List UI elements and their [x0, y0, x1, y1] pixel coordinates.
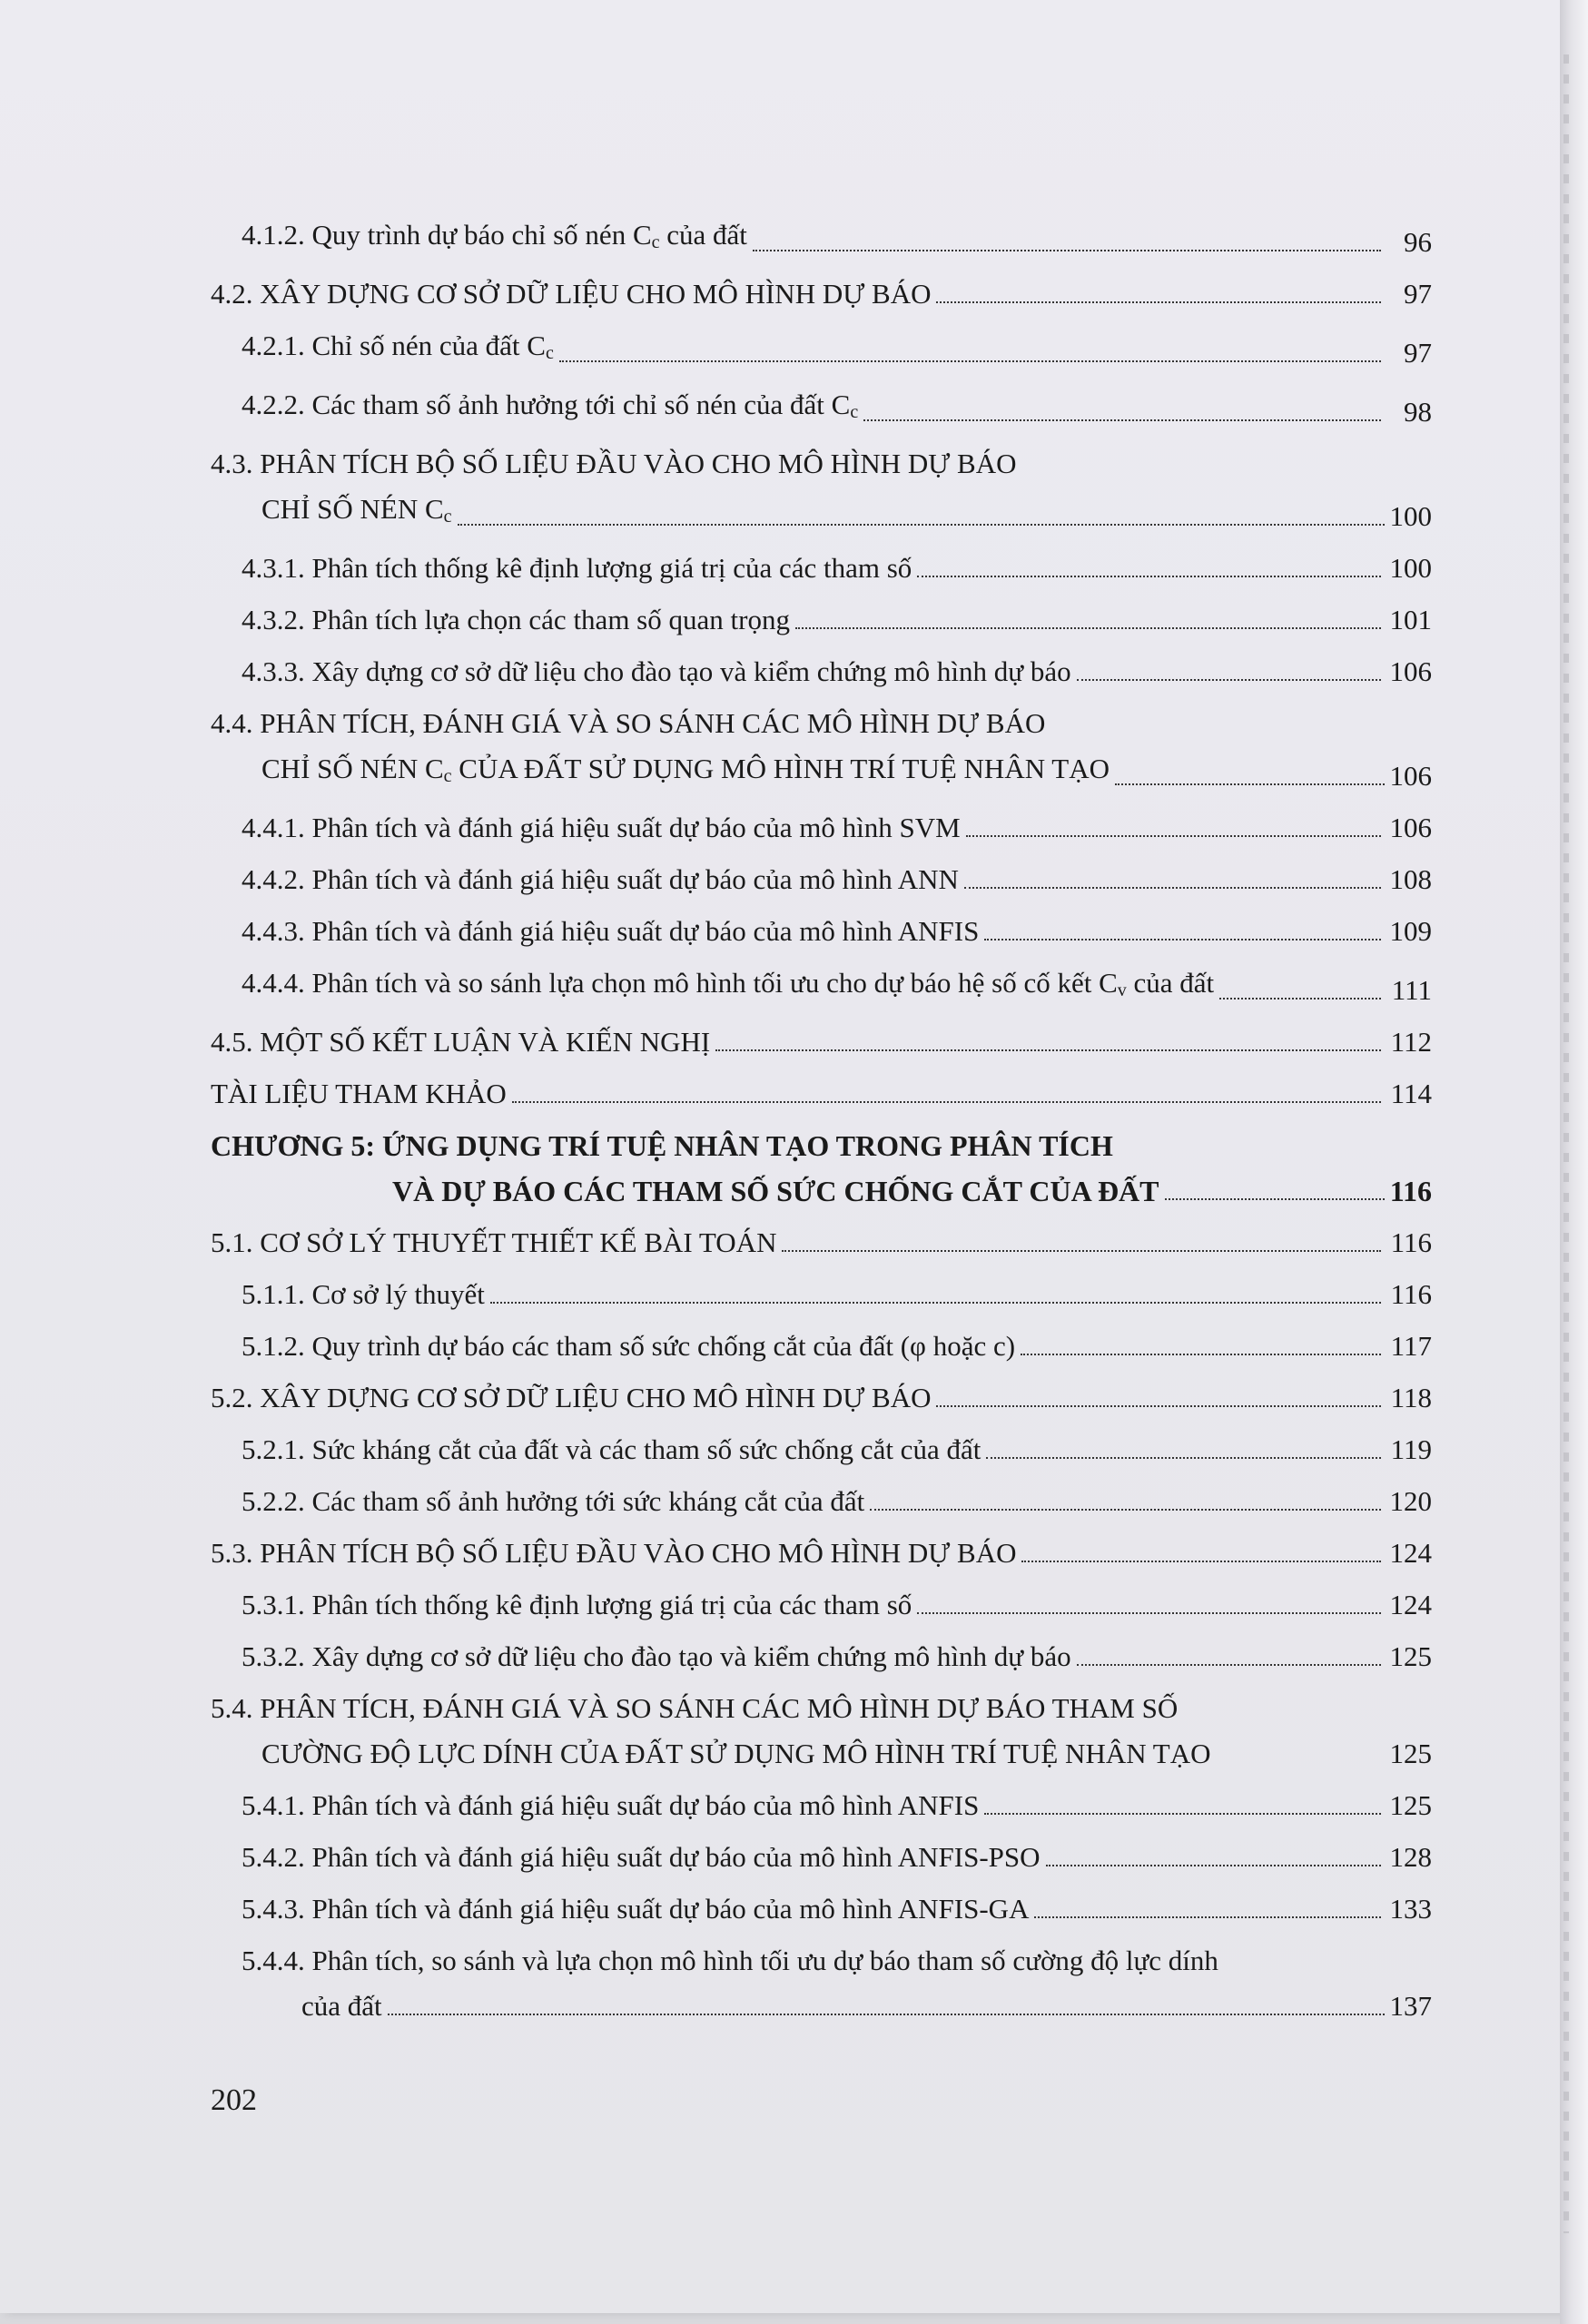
- toc-entry: [211, 1840, 1432, 1875]
- toc-entry-title-text: 4.4.4. Phân tích và so sánh lựa chọn mô hình tối ưu cho dự báo hệ số cố kết C: [242, 967, 1118, 999]
- leader-dots: [753, 250, 1381, 251]
- leader-dots: [936, 1405, 1381, 1407]
- toc-entry-title: [261, 492, 452, 534]
- leader-dots: [1077, 1664, 1381, 1666]
- toc-entry: [211, 1025, 1432, 1059]
- subscript: c: [545, 343, 554, 363]
- leader-dots: [782, 1250, 1381, 1252]
- toc-entry: [211, 1484, 1432, 1519]
- toc-entry-page: 108: [1389, 863, 1432, 895]
- toc-entry-title-text: CHỈ SỐ NÉN C: [261, 493, 444, 525]
- toc-entry-title: [242, 1892, 1029, 1926]
- toc-entry-title-line1: 4.3. PHÂN TÍCH BỘ SỐ LIỆU ĐẦU VÀO CHO MÔ HÌNH DỰ BÁO: [211, 448, 1017, 479]
- toc-entry-title: [242, 1640, 1071, 1674]
- leader-dots: [1034, 1916, 1381, 1918]
- toc-entry-page: 125: [1389, 1789, 1432, 1821]
- toc-entry-title-suffix: của đất: [1126, 967, 1215, 999]
- toc-entry-title: [242, 1484, 864, 1519]
- toc-entry: [211, 1077, 1432, 1111]
- toc-entry-title: [211, 1226, 776, 1260]
- toc-entry-title-line2: [211, 1174, 1432, 1208]
- subscript: v: [1117, 980, 1127, 1000]
- toc-entry-title-text: 5.1.1. Cơ sở lý thuyết: [242, 1278, 485, 1310]
- toc-entry: [211, 277, 1432, 311]
- toc-entry-page: 101: [1389, 604, 1432, 635]
- toc-entry-page: 106: [1389, 812, 1432, 843]
- subscript: c: [443, 507, 452, 527]
- toc-entry-title-text: 4.2.1. Chỉ số nén của đất C: [242, 330, 546, 361]
- toc-entry-page: 133: [1389, 1893, 1432, 1925]
- toc-entry-page: 100: [1389, 500, 1432, 532]
- toc-entry-page: 128: [1389, 1841, 1432, 1873]
- toc-entry-title: [211, 1536, 1016, 1571]
- toc-entry-title: [242, 218, 747, 260]
- leader-dots: [1219, 998, 1381, 1000]
- toc-entry: [211, 655, 1432, 689]
- toc-entry-title: [242, 1840, 1041, 1875]
- toc-entry-title-text: 5.2.1. Sức kháng cắt của đất và các tham số sức chống cắt của đất: [242, 1433, 981, 1465]
- leader-dots: [715, 1049, 1381, 1051]
- toc-entry-page: 120: [1389, 1485, 1432, 1517]
- toc-entry-title-text: 5.3.2. Xây dựng cơ sở dữ liệu cho đào tạo và kiểm chứng mô hình dự báo: [242, 1640, 1071, 1672]
- toc-entry-multiline: [211, 706, 1432, 793]
- toc-entry-title-line2: [211, 752, 1432, 793]
- toc-entry-page: 111: [1391, 974, 1432, 1006]
- toc-entry-title: [242, 1788, 979, 1823]
- toc-entry-page: 112: [1390, 1026, 1432, 1058]
- toc-entry: [211, 914, 1432, 949]
- toc-entry: [211, 1536, 1432, 1571]
- toc-entry-title: [242, 1329, 1015, 1364]
- toc-entry-title: [242, 1433, 981, 1467]
- toc-entry-title-text: 4.4.2. Phân tích và đánh giá hiệu suất dự báo của mô hình ANN: [242, 863, 959, 895]
- toc-entry-title-suffix: của đất: [659, 219, 747, 251]
- toc-entry-title: [392, 1174, 1159, 1208]
- toc-entry-title-text: 5.3. PHÂN TÍCH BỘ SỐ LIỆU ĐẦU VÀO CHO MÔ HÌNH DỰ BÁO: [211, 1537, 1017, 1569]
- toc-entry-title: [242, 811, 961, 845]
- toc-entry: [211, 1226, 1432, 1260]
- toc-entry-title-text: 4.3.1. Phân tích thống kê định lượng giá trị của các tham số: [242, 552, 912, 584]
- toc-entry-title-line1: 5.4. PHÂN TÍCH, ĐÁNH GIÁ VÀ SO SÁNH CÁC MÔ HÌNH DỰ BÁO THAM SỐ: [211, 1692, 1179, 1724]
- toc-entry-title: [261, 752, 1110, 793]
- toc-entry-page: 137: [1389, 1990, 1432, 2022]
- toc-entry: [211, 388, 1432, 429]
- toc-entry: [211, 551, 1432, 586]
- toc-entry-title-text: TÀI LIỆU THAM KHẢO: [211, 1078, 507, 1109]
- toc-entry-title-text: 5.2. XÂY DỰNG CƠ SỞ DỮ LIỆU CHO MÔ HÌNH DỰ BÁO: [211, 1382, 932, 1413]
- toc-entry-page: 119: [1390, 1433, 1432, 1465]
- toc-entry-title: [242, 551, 912, 586]
- toc-entry-page: 124: [1389, 1589, 1432, 1620]
- leader-dots: [1077, 679, 1381, 681]
- toc-entry: [211, 1329, 1432, 1364]
- toc-entry-title: [211, 1025, 710, 1059]
- toc-entry-title: [211, 1077, 507, 1111]
- toc-entry-title: [242, 603, 790, 637]
- toc-entry-title: [211, 277, 931, 311]
- toc-entry-title-line1: 5.4.4. Phân tích, so sánh và lựa chọn mô hình tối ưu dự báo tham số cường độ lực dính: [242, 1945, 1218, 1976]
- toc-entry-multiline: [211, 1128, 1432, 1208]
- toc-entry-multiline: [211, 447, 1432, 534]
- toc-entry-title: [242, 914, 979, 949]
- toc-entry-title-text: 4.2. XÂY DỰNG CƠ SỞ DỮ LIỆU CHO MÔ HÌNH DỰ BÁO: [211, 278, 932, 310]
- toc-entry-page: 125: [1389, 1640, 1432, 1672]
- leader-dots: [917, 576, 1381, 577]
- leader-dots: [984, 1813, 1381, 1815]
- toc-entry-multiline: [211, 1691, 1432, 1771]
- leader-dots: [458, 524, 1385, 526]
- leader-dots: [917, 1612, 1381, 1614]
- toc-entry: [211, 1433, 1432, 1467]
- leader-dots: [964, 887, 1381, 889]
- leader-dots: [490, 1302, 1381, 1304]
- toc-entry-title-text: 4.5. MỘT SỐ KẾT LUẬN VÀ KIẾN NGHỊ: [211, 1026, 711, 1058]
- toc-entry-page: 118: [1390, 1382, 1432, 1413]
- toc-entry-title-text: CƯỜNG ĐỘ LỰC DÍNH CỦA ĐẤT SỬ DỤNG MÔ HÌNH TRÍ TUỆ NHÂN TẠO: [261, 1738, 1211, 1769]
- toc-entry-page: 97: [1404, 337, 1432, 369]
- toc-entry-page: 124: [1389, 1537, 1432, 1569]
- toc-entry-title-text: 5.2.2. Các tham số ảnh hưởng tới sức kháng cắt của đất: [242, 1485, 865, 1517]
- toc-entry-page: 106: [1389, 760, 1432, 792]
- toc-entry-title-line2: [211, 1737, 1432, 1771]
- toc-entry-page: 116: [1389, 1175, 1432, 1207]
- toc-entry-title: [211, 1381, 931, 1415]
- leader-dots: [1021, 1354, 1381, 1355]
- toc-entry-title: [261, 1737, 1211, 1771]
- leader-dots: [559, 360, 1381, 362]
- toc-entry-title-text: của đất: [301, 1990, 382, 2022]
- toc-entry-title-text: VÀ DỰ BÁO CÁC THAM SỐ SỨC CHỐNG CẮT CỦA ĐẤT: [392, 1175, 1159, 1207]
- toc-entry-page: 96: [1404, 226, 1432, 258]
- toc-entry-title-text: 4.2.2. Các tham số ảnh hưởng tới chỉ số nén của đất C: [242, 389, 851, 420]
- toc-entry-page: 106: [1389, 655, 1432, 687]
- toc-entry-page: 97: [1404, 278, 1432, 310]
- toc-entry-title: [301, 1989, 382, 2024]
- toc-entry: [211, 218, 1432, 260]
- toc-entry-title-text: 4.1.2. Quy trình dự báo chỉ số nén C: [242, 219, 652, 251]
- binding-stitches: [1563, 54, 1569, 2233]
- toc-entry-title: [242, 1277, 485, 1312]
- toc-entry-title-line1: CHƯƠNG 5: ỨNG DỤNG TRÍ TUỆ NHÂN TẠO TRONG PHÂN TÍCH: [211, 1129, 1113, 1162]
- leader-dots: [512, 1101, 1381, 1103]
- toc-entry-title-text: 4.4.1. Phân tích và đánh giá hiệu suất dự báo của mô hình SVM: [242, 812, 961, 843]
- toc-entry-page: 125: [1389, 1738, 1432, 1769]
- leader-dots: [863, 419, 1381, 421]
- leader-dots: [984, 939, 1381, 940]
- toc-entry: [211, 1381, 1432, 1415]
- toc-entry: [211, 862, 1432, 897]
- subscript: c: [651, 232, 660, 252]
- toc-entry-title-text: 4.3.2. Phân tích lựa chọn các tham số quan trọng: [242, 604, 790, 635]
- toc-entry-title-text: 5.3.1. Phân tích thống kê định lượng giá trị của các tham số: [242, 1589, 912, 1620]
- toc-entry-page: 114: [1390, 1078, 1432, 1109]
- toc-entry-title-text: 5.4.1. Phân tích và đánh giá hiệu suất dự báo của mô hình ANFIS: [242, 1789, 980, 1821]
- leader-dots: [936, 301, 1381, 303]
- table-of-contents: [211, 218, 1432, 2041]
- toc-entry-page: 116: [1390, 1278, 1432, 1310]
- toc-entry: [211, 966, 1432, 1008]
- toc-entry: [211, 1588, 1432, 1622]
- leader-dots: [1021, 1561, 1381, 1562]
- toc-entry: [211, 1277, 1432, 1312]
- toc-entry-page: 116: [1390, 1226, 1432, 1258]
- toc-entry-title: [242, 1588, 912, 1622]
- toc-entry-title: [242, 655, 1071, 689]
- leader-dots: [870, 1509, 1381, 1511]
- leader-dots: [1165, 1198, 1385, 1200]
- subscript: c: [850, 402, 859, 422]
- leader-dots: [986, 1457, 1381, 1459]
- toc-entry: [211, 811, 1432, 845]
- leader-dots: [795, 627, 1381, 629]
- leader-dots: [1115, 783, 1385, 785]
- subscript: c: [443, 766, 452, 786]
- toc-entry-page: 98: [1404, 396, 1432, 428]
- toc-entry: [211, 1640, 1432, 1674]
- toc-entry-page: 117: [1390, 1330, 1432, 1362]
- leader-dots: [388, 2014, 1385, 2015]
- toc-entry-title-text: 5.1. CƠ SỞ LÝ THUYẾT THIẾT KẾ BÀI TOÁN: [211, 1226, 777, 1258]
- toc-entry-title: [242, 966, 1214, 1008]
- toc-entry-title-line1: 4.4. PHÂN TÍCH, ĐÁNH GIÁ VÀ SO SÁNH CÁC MÔ HÌNH DỰ BÁO: [211, 707, 1046, 739]
- toc-entry-title-text: 5.4.3. Phân tích và đánh giá hiệu suất dự báo của mô hình ANFIS-GA: [242, 1893, 1030, 1925]
- toc-entry: [211, 1892, 1432, 1926]
- toc-entry-title-text: 5.1.2. Quy trình dự báo các tham số sức chống cắt của đất (φ hoặc c): [242, 1330, 1016, 1362]
- toc-entry-title-text: 5.4.2. Phân tích và đánh giá hiệu suất dự báo của mô hình ANFIS-PSO: [242, 1841, 1041, 1873]
- toc-entry-title-line2: [211, 492, 1432, 534]
- toc-entry-page: 100: [1389, 552, 1432, 584]
- toc-entry-title-suffix: CỦA ĐẤT SỬ DỤNG MÔ HÌNH TRÍ TUỆ NHÂN TẠO: [451, 753, 1110, 784]
- leader-dots: [966, 835, 1381, 837]
- toc-entry-page: 109: [1389, 915, 1432, 947]
- toc-entry: [211, 603, 1432, 637]
- toc-entry: [211, 1788, 1432, 1823]
- toc-entry-title: [242, 862, 959, 897]
- toc-entry-title: [242, 388, 858, 429]
- toc-entry-multiline: [211, 1944, 1432, 2024]
- toc-entry-title-text: CHỈ SỐ NÉN C: [261, 753, 444, 784]
- toc-entry-title-text: 4.4.3. Phân tích và đánh giá hiệu suất dự báo của mô hình ANFIS: [242, 915, 980, 947]
- page-number: 202: [211, 2083, 257, 2117]
- toc-entry-title-text: 4.3.3. Xây dựng cơ sở dữ liệu cho đào tạo và kiểm chứng mô hình dự báo: [242, 655, 1071, 687]
- toc-entry-title-line2: [211, 1989, 1432, 2024]
- toc-entry-title: [242, 329, 554, 370]
- toc-entry: [211, 329, 1432, 370]
- leader-dots: [1046, 1865, 1381, 1866]
